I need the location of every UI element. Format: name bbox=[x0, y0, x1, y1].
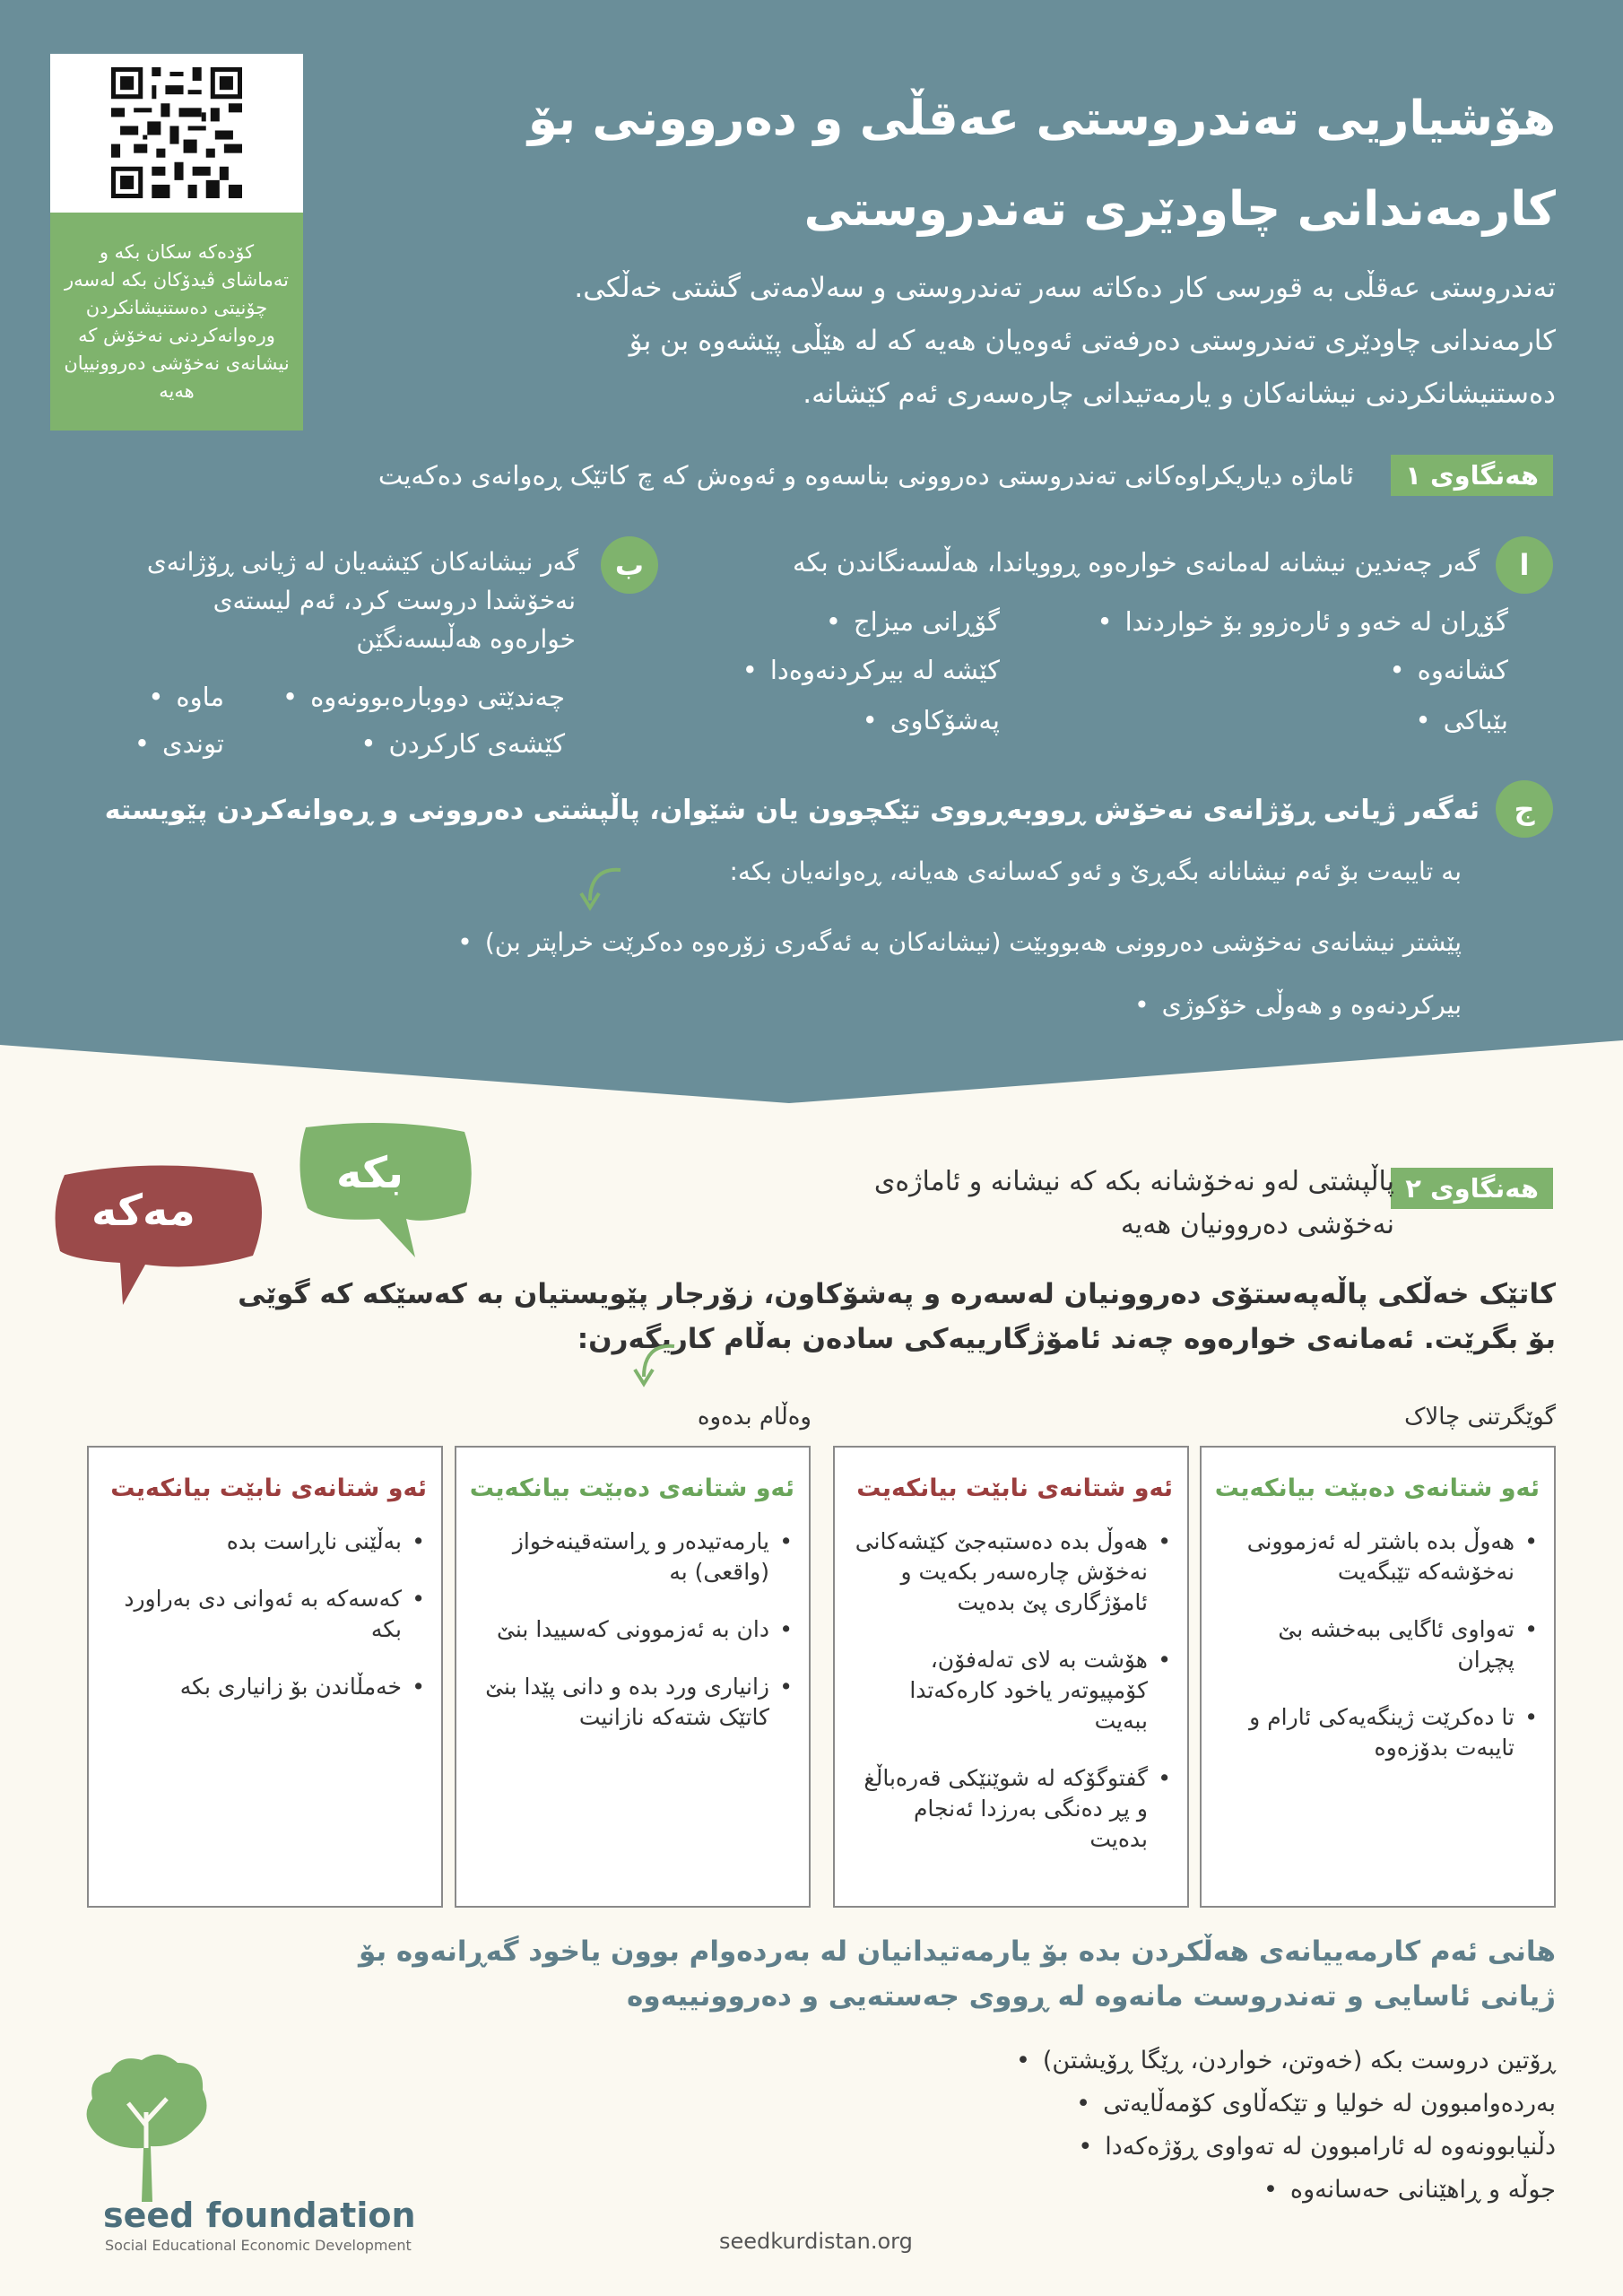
list-item: • هەوڵ بدە باشتر لە ئەزموونی نەخۆشەکە تێبگەیت bbox=[1218, 1526, 1538, 1587]
list-item: جوڵە و ڕاهێنانی حەسانەوە • bbox=[1263, 2176, 1556, 2204]
list-item: گۆڕانی میزاج • bbox=[826, 606, 1000, 637]
list-item: توندی • bbox=[135, 728, 224, 759]
step2-tag: هەنگاوی ٢ bbox=[1391, 1168, 1553, 1209]
intro-line-3: دەستنیشانکردنی نیشانەکان و یارمەتیدانی چارەسەری ئەم کێشانە. bbox=[803, 378, 1556, 410]
list-item: ڕۆتین دروست بکە (خەوتن، خواردن، ڕێگا ڕۆیشتن) • bbox=[1016, 2047, 1556, 2074]
website-link[interactable]: seedkurdistan.org bbox=[719, 2229, 913, 2254]
column-listen-dont bbox=[833, 1446, 1189, 1908]
logo-name: seed foundation bbox=[103, 2196, 416, 2235]
list-item: • یارمەتیدەر و ڕاستەقینەخواز (واقعی) بە bbox=[473, 1526, 793, 1587]
step2-paragraph-line-1: کاتێک خەڵکی پاڵەپەستۆی دەروونیان لەسەرە و پەشۆکاون، زۆرجار پێویستیان بە کەسێکە کە گوێی bbox=[238, 1278, 1556, 1310]
column-heading: ئەو شتانەی دەبێت بیانکەیت bbox=[1214, 1474, 1540, 1502]
section-b-intro-line-1: گەر نیشانەکان کێشەیان لە ژیانی ڕۆژانەی bbox=[146, 547, 578, 577]
column-items bbox=[851, 1526, 1171, 1882]
column-respond-do bbox=[455, 1446, 811, 1908]
section-c-badge: ج bbox=[1496, 780, 1553, 838]
section-b-intro-line-3: خوارەوە هەڵبسەنگێن bbox=[356, 624, 576, 654]
step1-tag: هەنگاوی ١ bbox=[1391, 455, 1553, 496]
page-title-line-2: کارمەندانی چاودێری تەندروستی bbox=[803, 182, 1556, 237]
list-item: پەشۆکاوی • bbox=[863, 705, 1000, 735]
column-heading: ئەو شتانەی دەبێت بیانکەیت bbox=[469, 1474, 794, 1502]
list-item: پێشتر نیشانەی نەخۆشی دەروونی هەبووبێت (نیشانەکان بە ئەگەری زۆرەوە دەکرێت خراپتر بن) • bbox=[457, 927, 1462, 957]
list-item: کێشە لە بیرکردنەوەدا • bbox=[742, 655, 1000, 685]
list-item: • کەسەکە بە ئەوانی دی بەراورد بکە bbox=[105, 1584, 425, 1645]
curved-arrow-icon bbox=[574, 863, 628, 917]
qr-caption: کۆدەکە سکان بکە و تەماشای ڤیدۆکان بکە لەسەر چۆنیتی دەستنیشانکردن ورەوانەکردنی نەخۆش کە نیشانەی نەخۆشی دەروونییان هەیە bbox=[50, 213, 303, 430]
list-item: • هۆشت بە لای تەلەفۆن، کۆمپیوتەر یاخود کارەکەتدا ببەیت bbox=[851, 1645, 1171, 1736]
list-item: • بەڵێنی ناڕاست بدە bbox=[105, 1526, 425, 1557]
list-item: کشانەوە • bbox=[1390, 655, 1508, 685]
list-item: دڵنیابوونەوە لە ئارامبوون لە تەواوی ڕۆژەکەدا • bbox=[1078, 2133, 1556, 2161]
column-items bbox=[105, 1526, 425, 1729]
list-item: گۆڕان لە خەو و ئارەزوو بۆ خواردندا • bbox=[1097, 606, 1508, 637]
list-item: • خەمڵاندن بۆ زانیاری بکە bbox=[105, 1672, 425, 1702]
do-bubble-label: بکە bbox=[336, 1148, 404, 1198]
list-item: کێشەی کارکردن • bbox=[360, 728, 565, 759]
section-c-line-1: ئەگەر ژیانی ڕۆژانەی نەخۆش ڕووبەڕووی تێکچوون یان شێوان، پاڵپشتی دەروونی و ڕەوانەکردن پێویستە bbox=[104, 795, 1480, 826]
list-item: بێباکی • bbox=[1416, 705, 1509, 735]
qr-code-panel[interactable] bbox=[50, 54, 303, 430]
step2-paragraph-line-2: بۆ بگرێت. ئەمانەی خوارەوە چەند ئامۆژگارییەکی سادەن بەڵام کاریگەرن: bbox=[577, 1323, 1556, 1355]
list-item: • تا دەکرێت ژینگەیەکی ئارام و تایبەت بدۆزەوە bbox=[1218, 1702, 1538, 1763]
section-b-intro-line-2: نەخۆشدا دروست کرد، ئەم لیستەی bbox=[213, 586, 576, 615]
qr-code-area[interactable] bbox=[50, 54, 303, 213]
list-item: • گفتوگۆکە لە شوێنێکی قەرەباڵغ و پڕ دەنگی بەرزدا ئەنجام بدەیت bbox=[851, 1763, 1171, 1855]
column-heading: ئەو شتانەی نابێت بیانکەیت bbox=[110, 1474, 427, 1502]
column-items bbox=[473, 1526, 793, 1760]
section-a-badge: ا bbox=[1496, 536, 1553, 594]
list-item: • هەوڵ بدە دەستبەجێ کێشەکانی نەخۆش چارەسەر بکەیت و ئامۆژگاری پێ بدەیت bbox=[851, 1526, 1171, 1618]
step2-heading-line-1: پاڵپشتی لەو نەخۆشانە بکە کە نیشانە و ئاماژەی bbox=[873, 1166, 1394, 1197]
dont-bubble-label: مەکە bbox=[91, 1186, 195, 1236]
closing-line-2: ژیانی ئاسایی و تەندروست مانەوە لە ڕووی جەستەیی و دەروونییەوە bbox=[627, 1980, 1556, 2013]
step2-heading-line-2: نەخۆشی دەروونیان هەیە bbox=[1120, 1209, 1394, 1240]
list-item: ماوە • bbox=[148, 682, 224, 712]
closing-line-1: هانی ئەم کارمەییانەی هەڵکردن بدە بۆ یارمەتیدانیان لە بەردەوام بوون یاخود گەڕانەوە بۆ bbox=[359, 1935, 1556, 1968]
intro-line-2: کارمەندانی چاودێری تەندروستی دەرفەتی ئەوەیان هەیە کە لە هێڵی پێشەوە بن بۆ bbox=[629, 325, 1556, 357]
section-c-line-2: بە تایبەت بۆ ئەم نیشانانە بگەڕێ و ئەو کەسانەی هەیانە، ڕەوانەیان بکە: bbox=[729, 857, 1462, 886]
column-listen-do bbox=[1200, 1446, 1556, 1908]
page-title-line-1: هۆشیاریی تەندروستی عەقڵی و دەروونی بۆ bbox=[527, 91, 1556, 146]
qr-code-icon[interactable] bbox=[111, 67, 242, 198]
list-item: • زانیاری ورد بدە و دانی پێدا بنێ کاتێک شتەکە نازانیت bbox=[473, 1672, 793, 1733]
section-a-intro: گەر چەندین نیشانە لەمانەی خوارەوە ڕوویاندا، هەڵسەنگاندن بکە bbox=[793, 547, 1480, 578]
section-b-badge: ب bbox=[601, 536, 658, 594]
list-item: چەندێتی دووبارەبوونەوە • bbox=[282, 682, 565, 712]
logo-subtitle: Social Educational Economic Development bbox=[105, 2237, 412, 2254]
list-item: بەردەوامبوون لە خولیا و تێکەڵاوی کۆمەڵایەتی • bbox=[1076, 2090, 1556, 2118]
group-label-respond: وەڵام بدەوە bbox=[697, 1404, 812, 1431]
column-respond-dont bbox=[87, 1446, 443, 1908]
step1-heading: ئاماژە دیاریکراوەکانی تەندروستی دەروونی بناسەوە و ئەوەش کە چ کاتێک ڕەوانەی دەکەیت bbox=[378, 460, 1354, 491]
list-item: • دان بە ئەزموونی کەسییدا بنێ bbox=[473, 1614, 793, 1645]
column-heading: ئەو شتانەی نابێت بیانکەیت bbox=[856, 1474, 1173, 1502]
list-item: بیرکردنەوە و هەوڵی خۆکوژی • bbox=[1134, 990, 1462, 1020]
column-items bbox=[1218, 1526, 1538, 1790]
curved-arrow-icon bbox=[628, 1339, 681, 1393]
list-item: • تەواوی ئاگایی ببەخشە بێ پچڕان bbox=[1218, 1614, 1538, 1675]
group-label-active-listening: گوێگرتنی چالاک bbox=[1404, 1404, 1556, 1431]
intro-line-1: تەندروستی عەقڵی بە قورسی کار دەکاتە سەر تەندروستی و سەلامەتی گشتی خەڵکی. bbox=[574, 272, 1556, 304]
seed-foundation-logo-icon bbox=[79, 2049, 213, 2202]
